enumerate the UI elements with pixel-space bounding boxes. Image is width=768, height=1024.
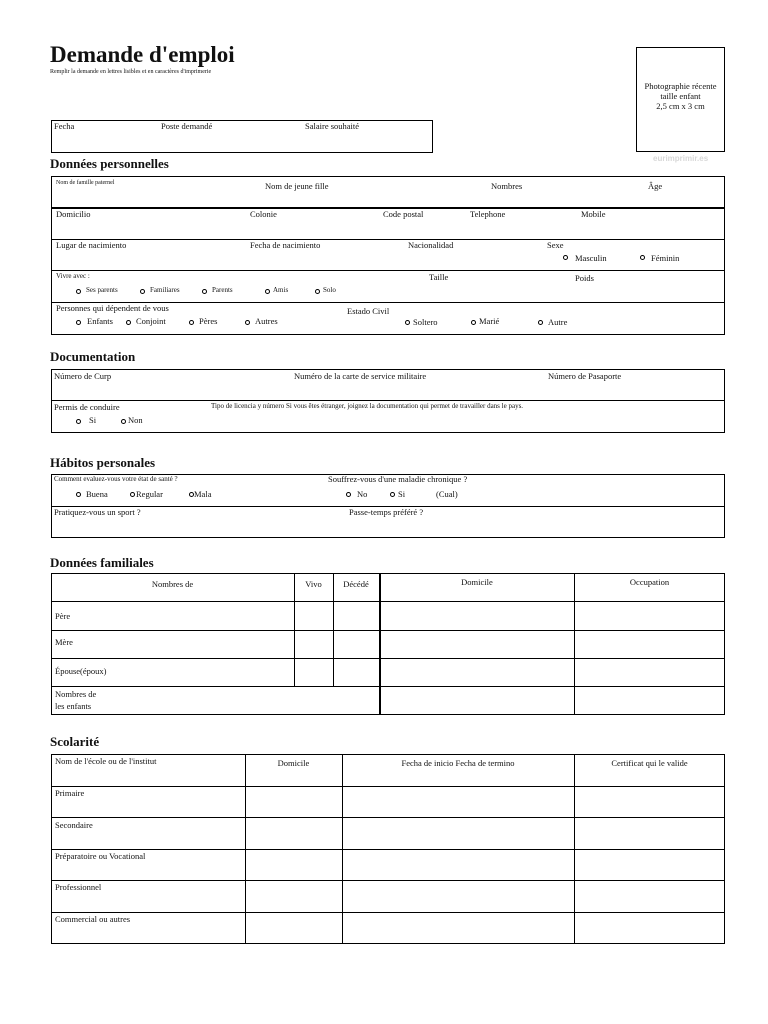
dependents-option: Conjoint: [136, 316, 166, 326]
divider: [574, 754, 575, 944]
health-label: Comment evaluez-vous votre état de santé ?: [54, 475, 178, 483]
chronic-no-radio[interactable]: [346, 492, 351, 497]
lives-with-radio[interactable]: [202, 289, 207, 294]
mobile-label[interactable]: Mobile: [581, 209, 606, 219]
lives-with-option: Familiares: [150, 286, 180, 294]
family-heading: Données familiales: [50, 555, 154, 570]
lives-with-option: Parents: [212, 286, 233, 294]
dependents-radio[interactable]: [126, 320, 131, 325]
habits-heading: Hábitos personales: [50, 455, 156, 470]
nationality-label[interactable]: Nacionalidad: [408, 240, 454, 250]
dependents-label: Personnes qui dépendent de vous: [56, 303, 169, 313]
dependents-option: Pères: [199, 316, 218, 326]
civil-status-radio[interactable]: [405, 320, 410, 325]
divider: [51, 849, 725, 850]
maiden-name-label[interactable]: Nom de jeune fille: [265, 181, 329, 191]
family-row-label: Mère: [55, 637, 73, 647]
license-yes-radio[interactable]: [76, 419, 81, 424]
family-row-label: Père: [55, 611, 71, 621]
license-type-label[interactable]: Tipo de licencia y número Si vous êtes étranger, joignez la documentation qui permet de travailler dans le pays.: [211, 402, 524, 410]
civil-status-radio[interactable]: [538, 320, 543, 325]
sex-male-radio[interactable]: [563, 255, 568, 260]
watermark: eurimprimir.es: [653, 154, 709, 163]
divider: [51, 601, 725, 602]
postal-code-label[interactable]: Code postal: [383, 209, 424, 219]
family-header: Nombres de: [151, 579, 194, 589]
hobby-label[interactable]: Passe-temps préféré ?: [349, 507, 424, 517]
sex-male-label: Masculin: [575, 253, 607, 263]
family-row-label: Épouse(époux): [55, 666, 107, 676]
documentation-heading: Documentation: [50, 349, 136, 364]
lives-with-radio[interactable]: [76, 289, 81, 294]
health-radio[interactable]: [76, 492, 81, 497]
chronic-no-label: No: [357, 489, 368, 499]
license-no-label: Non: [128, 415, 143, 425]
age-label[interactable]: Âge: [648, 181, 663, 191]
date-field-label[interactable]: Fecha: [54, 121, 75, 131]
school-header: Nom de l'école ou de l'institut: [55, 756, 157, 766]
civil-status-option: Soltero: [413, 317, 438, 327]
divider: [342, 754, 343, 944]
license-yes-label: Si: [89, 415, 97, 425]
address-label[interactable]: Domicilio: [56, 209, 91, 219]
family-children-label: les enfants: [55, 701, 92, 711]
salary-field-label[interactable]: Salaire souhaité: [305, 121, 360, 131]
chronic-yes-label: Si: [398, 489, 406, 499]
health-option: Mala: [194, 489, 212, 499]
family-table: [51, 573, 725, 715]
school-row-label: Préparatoire ou Vocational: [55, 851, 146, 861]
dependents-radio[interactable]: [189, 320, 194, 325]
birth-date-label[interactable]: Fecha de nacimiento: [250, 240, 321, 250]
curp-label[interactable]: Número de Curp: [54, 371, 112, 381]
health-option: Buena: [86, 489, 108, 499]
health-option: Regular: [136, 489, 163, 499]
divider: [574, 573, 575, 715]
divider: [51, 630, 725, 631]
family-header: Domicile: [461, 577, 493, 587]
divider: [51, 400, 725, 401]
divider: [51, 817, 725, 818]
lives-with-option: Ses parents: [86, 286, 118, 294]
birthplace-label[interactable]: Lugar de nacimiento: [56, 240, 127, 250]
weight-label[interactable]: Poids: [575, 273, 594, 283]
school-row-label: Primaire: [55, 788, 85, 798]
license-no-radio[interactable]: [121, 419, 126, 424]
phone-label[interactable]: Telephone: [470, 209, 506, 219]
first-names-label[interactable]: Nombres: [491, 181, 523, 191]
lives-with-option: Amis: [273, 286, 289, 294]
chronic-label: Souffrez-vous d'une maladie chronique ?: [328, 474, 468, 484]
top-fields-box: [51, 120, 433, 153]
school-row-label: Professionnel: [55, 882, 102, 892]
lives-with-radio[interactable]: [315, 289, 320, 294]
sex-female-label: Féminin: [651, 253, 680, 263]
personal-data-heading: Données personnelles: [50, 156, 169, 171]
school-header: Domicile: [277, 758, 310, 768]
divider: [51, 270, 725, 271]
neighborhood-label[interactable]: Colonie: [250, 209, 277, 219]
civil-status-label: Estado Civil: [347, 306, 390, 316]
school-row-label: Secondaire: [55, 820, 93, 830]
chronic-which-label[interactable]: (Cual): [436, 489, 458, 499]
passport-label[interactable]: Número de Pasaporte: [548, 371, 622, 381]
dependents-radio[interactable]: [245, 320, 250, 325]
family-header: Vivo: [305, 579, 322, 589]
civil-status-option: Marié: [479, 316, 500, 326]
divider: [333, 573, 334, 686]
last-name-label[interactable]: Nom de famille paternel: [56, 180, 115, 186]
family-header: Occupation: [629, 577, 670, 587]
divider: [51, 239, 725, 240]
divider: [51, 912, 725, 913]
dependents-option: Enfants: [87, 316, 113, 326]
civil-status-radio[interactable]: [471, 320, 476, 325]
page-subtitle: Remplir la demande en lettres lisibles et en caractères d'imprimerie: [50, 69, 212, 75]
divider: [51, 658, 725, 659]
dependents-option: Autres: [255, 316, 278, 326]
page-title: Demande d'emploi: [50, 42, 235, 67]
divider: [51, 686, 725, 687]
photo-instructions: Photographie récente taille enfant 2,5 cm x 3 cm: [644, 81, 717, 111]
schooling-heading: Scolarité: [50, 734, 100, 749]
sex-label: Sexe: [547, 240, 564, 250]
divider: [51, 880, 725, 881]
height-label[interactable]: Taille: [429, 272, 449, 282]
health-radio[interactable]: [130, 492, 135, 497]
civil-status-option: Autre: [548, 317, 568, 327]
military-card-label[interactable]: Numéro de la carte de service militaire: [294, 371, 427, 381]
sex-female-radio[interactable]: [640, 255, 645, 260]
divider: [294, 573, 295, 686]
license-label: Permis de conduire: [54, 402, 120, 412]
chronic-yes-radio[interactable]: [390, 492, 395, 497]
school-header: Fecha de inicio Fecha de termino: [401, 758, 515, 768]
lives-with-option: Solo: [323, 286, 336, 294]
family-children-label: Nombres de: [55, 689, 97, 699]
lives-with-radio[interactable]: [140, 289, 145, 294]
position-field-label[interactable]: Poste demandé: [161, 121, 213, 131]
photo-box: [636, 47, 725, 152]
lives-with-label: Vivre avec :: [56, 272, 90, 280]
divider: [379, 573, 381, 715]
divider: [51, 786, 725, 787]
sport-label[interactable]: Pratiquez-vous un sport ?: [54, 507, 141, 517]
lives-with-radio[interactable]: [265, 289, 270, 294]
family-header: Décédé: [343, 579, 369, 589]
school-header: Certificat qui le valide: [611, 758, 688, 768]
school-row-label: Commercial ou autres: [55, 914, 131, 924]
divider: [245, 754, 246, 944]
dependents-radio[interactable]: [76, 320, 81, 325]
